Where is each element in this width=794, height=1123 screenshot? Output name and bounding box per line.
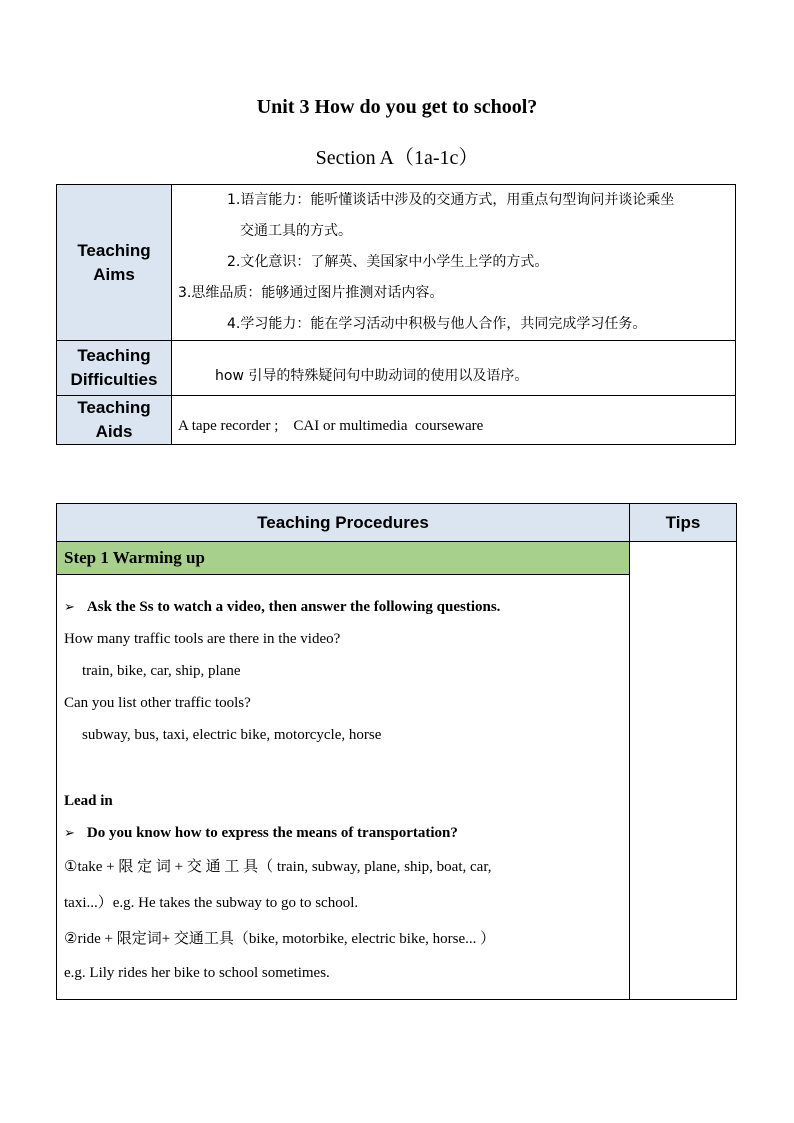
rule-take-example: taxi...）e.g. He takes the subway to go to school.: [64, 895, 359, 911]
task-transportation: ➢ Do you know how to express the means of transportation?: [64, 825, 458, 841]
aim-thinking: 3.思维品质：能够通过图片推测对话内容。: [178, 285, 444, 301]
aids-row: [57, 396, 736, 445]
rule-take: ①take + 限 定 词 + 交 通 工 具（ train, subway, plane, ship, boat, car,: [64, 859, 492, 875]
info-table: [56, 184, 736, 445]
step-body: [57, 575, 630, 1000]
difficulties-content: how 引导的特殊疑问句中助动词的使用以及语序。: [172, 341, 736, 396]
step-row: [57, 542, 737, 575]
rule-ride-example: e.g. Lily rides her bike to school sometimes.: [64, 965, 330, 981]
aim-learning: 4.学习能力：能在学习活动中积极与他人合作，共同完成学习任务。: [227, 316, 647, 332]
difficulties-label: Teaching Difficulties: [57, 341, 172, 396]
task-watch-video: ➢ Ask the Ss to watch a video, then answer the following questions.: [64, 599, 501, 615]
tips-cell: [630, 542, 737, 1000]
procedures-table: [56, 503, 737, 1000]
page-subtitle: Section A（1a-1c）: [315, 147, 479, 169]
aids-label: Teaching Aids: [57, 396, 172, 445]
procedures-header-row: [57, 504, 737, 542]
procedures-header: Teaching Procedures: [57, 504, 630, 542]
arrow-bullet-icon: ➢: [64, 826, 75, 841]
question-2: Can you list other traffic tools?: [64, 695, 251, 711]
step-title: Step 1 Warming up: [57, 542, 630, 575]
aims-label: Teaching Aims: [57, 185, 172, 341]
aim-culture: 2.文化意识：了解英、美国家中小学生上学的方式。: [227, 254, 549, 270]
aims-content: [172, 185, 736, 341]
aim-language-cont: 交通工具的方式。: [240, 223, 352, 239]
answer-2: subway, bus, taxi, electric bike, motorcycle, horse: [82, 727, 382, 743]
tips-header: Tips: [630, 504, 737, 542]
aim-language: 1.语言能力：能听懂谈话中涉及的交通方式，用重点句型询问并谈论乘坐: [227, 192, 675, 208]
question-1: How many traffic tools are there in the video?: [64, 631, 341, 647]
difficulties-row: [57, 341, 736, 396]
arrow-bullet-icon: ➢: [64, 600, 75, 615]
aims-row: [57, 185, 736, 341]
lead-in-heading: Lead in: [64, 793, 113, 809]
rule-ride: ②ride + 限定词+ 交通工具（bike, motorbike, electric bike, horse... ）: [64, 931, 496, 947]
aids-content: A tape recorder ; CAI or multimedia courseware: [172, 396, 736, 445]
page-title: Unit 3 How do you get to school?: [256, 96, 538, 118]
answer-1: train, bike, car, ship, plane: [82, 663, 241, 679]
